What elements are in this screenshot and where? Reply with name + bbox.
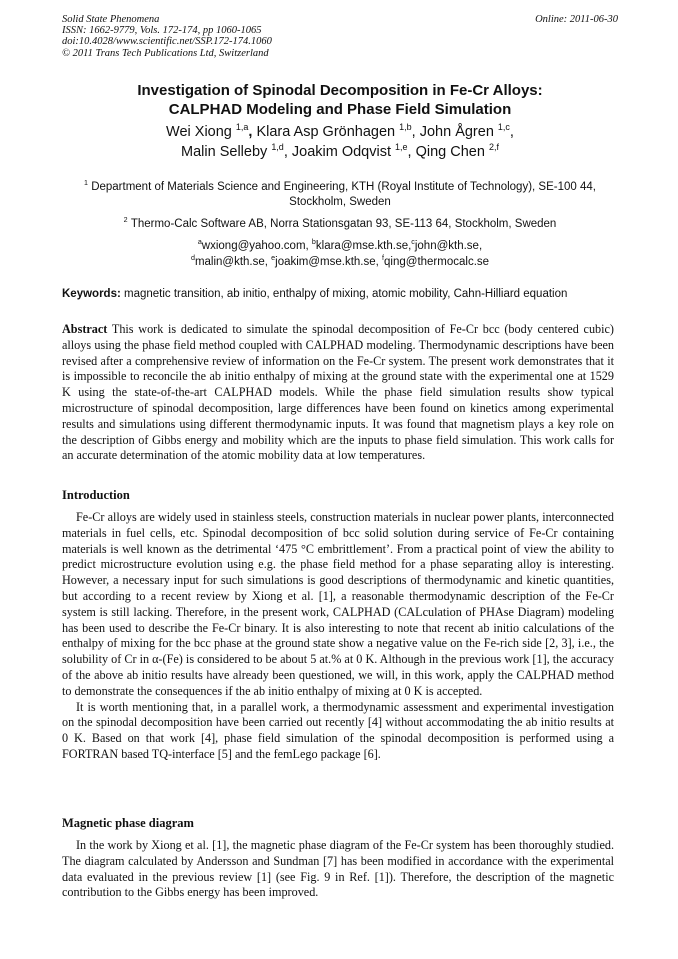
email-address: joakim@mse.kth.se bbox=[275, 255, 376, 268]
magnetic-paragraph: In the work by Xiong et al. [1], the magnetic phase diagram of the Fe-Cr system has been thoroughly studied. The diagram calculated by Andersson and Sundman [7] has been modified in accordance with the experimental data evaluated in the previous review [1] (see Fig. 9 in Ref. [1]). Therefore, the description of the magnetic contribution to the Gibbs energy has been improved. bbox=[62, 838, 614, 900]
author-name: Klara Asp Grönhagen bbox=[256, 124, 396, 140]
online-date: Online: 2011-06-30 bbox=[535, 14, 618, 25]
keywords-label: Keywords: bbox=[62, 288, 121, 300]
author-sep: , bbox=[411, 124, 420, 140]
author-affil-sup: 1,b bbox=[399, 122, 412, 133]
affiliation-text: Thermo-Calc Software AB, Norra Stationsgatan 93, SE-113 64, Stockholm, Sweden bbox=[130, 218, 557, 230]
title-line-1: Investigation of Spinodal Decomposition in Fe-Cr Alloys: bbox=[137, 82, 543, 99]
doi-line: doi:10.4028/www.scientific.net/SSP.172-174.1060 bbox=[62, 36, 272, 48]
email-address: john@kth.se bbox=[414, 240, 479, 252]
author-list bbox=[62, 122, 618, 162]
introduction-heading: Introduction bbox=[62, 488, 130, 502]
issn-line: ISSN: 1662-9779, Vols. 172-174, pp 1060-1065 bbox=[62, 25, 262, 37]
email-sup: f bbox=[382, 253, 385, 262]
email-address: klara@mse.kth.se bbox=[315, 240, 409, 252]
journal-name: Solid State Phenomena bbox=[62, 14, 160, 25]
author-affil-sup: 1,a bbox=[235, 122, 249, 133]
email-list bbox=[62, 239, 618, 270]
copyright-line: © 2011 Trans Tech Publications Ltd, Switzerland bbox=[62, 47, 269, 59]
abstract-block bbox=[62, 322, 614, 464]
affiliation-number: 1 bbox=[84, 179, 88, 188]
abstract-paragraph bbox=[62, 322, 614, 464]
affiliation-text: Department of Materials Science and Engineering, KTH (Royal Institute of Technology), SE-100 44, Stockholm, Sweden bbox=[91, 181, 596, 208]
introduction-body bbox=[62, 510, 614, 763]
author-affil-sup: 1,d bbox=[271, 142, 284, 153]
author-name: Qing Chen bbox=[415, 144, 485, 160]
abstract-label: Abstract bbox=[62, 322, 108, 336]
title-line-2: CALPHAD Modeling and Phase Field Simulation bbox=[168, 100, 512, 118]
journal-header bbox=[62, 14, 618, 59]
author-name: Malin Selleby bbox=[181, 144, 268, 160]
magnetic-section-body bbox=[62, 838, 614, 901]
email-sup: d bbox=[190, 253, 195, 262]
author-affil-sup: 2,f bbox=[488, 142, 499, 153]
email-line-2 bbox=[62, 255, 618, 271]
abstract-text: This work is dedicated to simulate the spinodal decomposition of Fe-Cr bcc (body centered cubic) alloys using the phase field method coupled with CALPHAD modeling. Thermodynamic descriptions have been revised after a comprehensive review of information on the Fe-Cr system. The present work demonstrates that it is impossible to reconcile the ab initio enthalpy of mixing at the ground state with the experimental one at 1529 K using the state-of-the-art CALPHAD models. While the phase field simulation results show typical microstructure of spinodal decomposition, large differences have been found on kinetics among experimental results and simulations using different thermodynamic inputs. It was found that magnetism plays a key role on the description of Gibbs energy and mobility which are the inputs to phase field simulation. This work calls for an accurate determination of the atomic mobility data at low temperatures. bbox=[62, 322, 614, 463]
introduction-paragraph: It is worth mentioning that, in a parallel work, a thermodynamic assessment and experimental investigation on the spinodal decomposition have been carried out recently [4] without accommodating the ab initio results at 0 K. Based on that work [4], phase field simulation of the spinodal decomposition is performed using a FORTRAN based TQ-interface [5] and the femLego package [6]. bbox=[62, 699, 614, 761]
author-name: Joakim Odqvist bbox=[291, 144, 391, 160]
author-sep: , bbox=[509, 124, 514, 140]
author-name: John Ågren bbox=[419, 124, 494, 140]
introduction-paragraph: Fe-Cr alloys are widely used in stainless steels, construction materials in nuclear power plants, interconnected materials in fuel cells, etc. Spinodal decomposition of bcc solid solution during service of Fe-Cr containing materials is well known as the detrimental ‘475 °C embrittlement’. From a practical point of view the ability to predict microstructure evolution using e.g. the phase field method for a phase separating alloy is interesting. However, a necessary input for such simulations is good descriptions of thermodynamic and kinetic quantities, but according to a recent review by Xiong et al. [1], a reasonable thermodynamic description of the Fe-Cr system is still lacking. Therefore, in the present work, CALPHAD (CALculation of PHAse Diagram) modeling has been used to describe the Fe-Cr binary. It is also interesting to note that recent ab initio calculations of the enthalpy of mixing for the bcc phase at the ground state show a negative value on the Fe-rich side [2, 3], i.e., the solubility of Cr in α-(Fe) is considered to be about 5 at.% at 0 K. Although in the previous work [1], the accuracy of the above ab initio results have already been questioned, we will, in this work, apply the CALPHAD method to demonstrate the consequences if the ab initio enthalpy of mixing at 0 K is accepted. bbox=[62, 510, 614, 698]
author-sep: , bbox=[407, 144, 416, 160]
affiliation-number: 2 bbox=[123, 216, 128, 225]
author-name: Wei Xiong bbox=[166, 124, 232, 140]
affiliation-2 bbox=[62, 217, 618, 232]
author-affil-sup: 1,e bbox=[395, 142, 408, 153]
email-sup: a bbox=[197, 238, 202, 247]
keywords-text: magnetic transition, ab initio, enthalpy of mixing, atomic mobility, Cahn-Hilliard equation bbox=[120, 288, 568, 300]
email-sep: , bbox=[408, 240, 412, 252]
paper-title bbox=[62, 82, 618, 119]
email-line-1 bbox=[62, 239, 618, 255]
magnetic-phase-diagram-heading: Magnetic phase diagram bbox=[62, 816, 194, 830]
email-sep: , bbox=[264, 255, 272, 268]
author-line-2 bbox=[62, 142, 618, 162]
email-sep: , bbox=[305, 240, 312, 252]
email-address: malin@kth.se bbox=[194, 255, 265, 268]
affiliation-1 bbox=[62, 180, 618, 210]
email-sup: b bbox=[311, 238, 316, 247]
author-sep: , bbox=[248, 124, 257, 140]
author-affil-sup: 1,c bbox=[497, 122, 510, 133]
keywords-line bbox=[62, 287, 622, 302]
email-address: qing@thermocalc.se bbox=[384, 255, 490, 268]
email-sup: c bbox=[411, 238, 415, 247]
author-sep: , bbox=[283, 144, 292, 160]
author-line-1 bbox=[62, 122, 618, 142]
email-address: wxiong@yahoo.com bbox=[201, 240, 306, 252]
email-sep: , bbox=[478, 240, 483, 252]
email-sup: e bbox=[271, 253, 276, 262]
email-sep: , bbox=[375, 255, 383, 268]
